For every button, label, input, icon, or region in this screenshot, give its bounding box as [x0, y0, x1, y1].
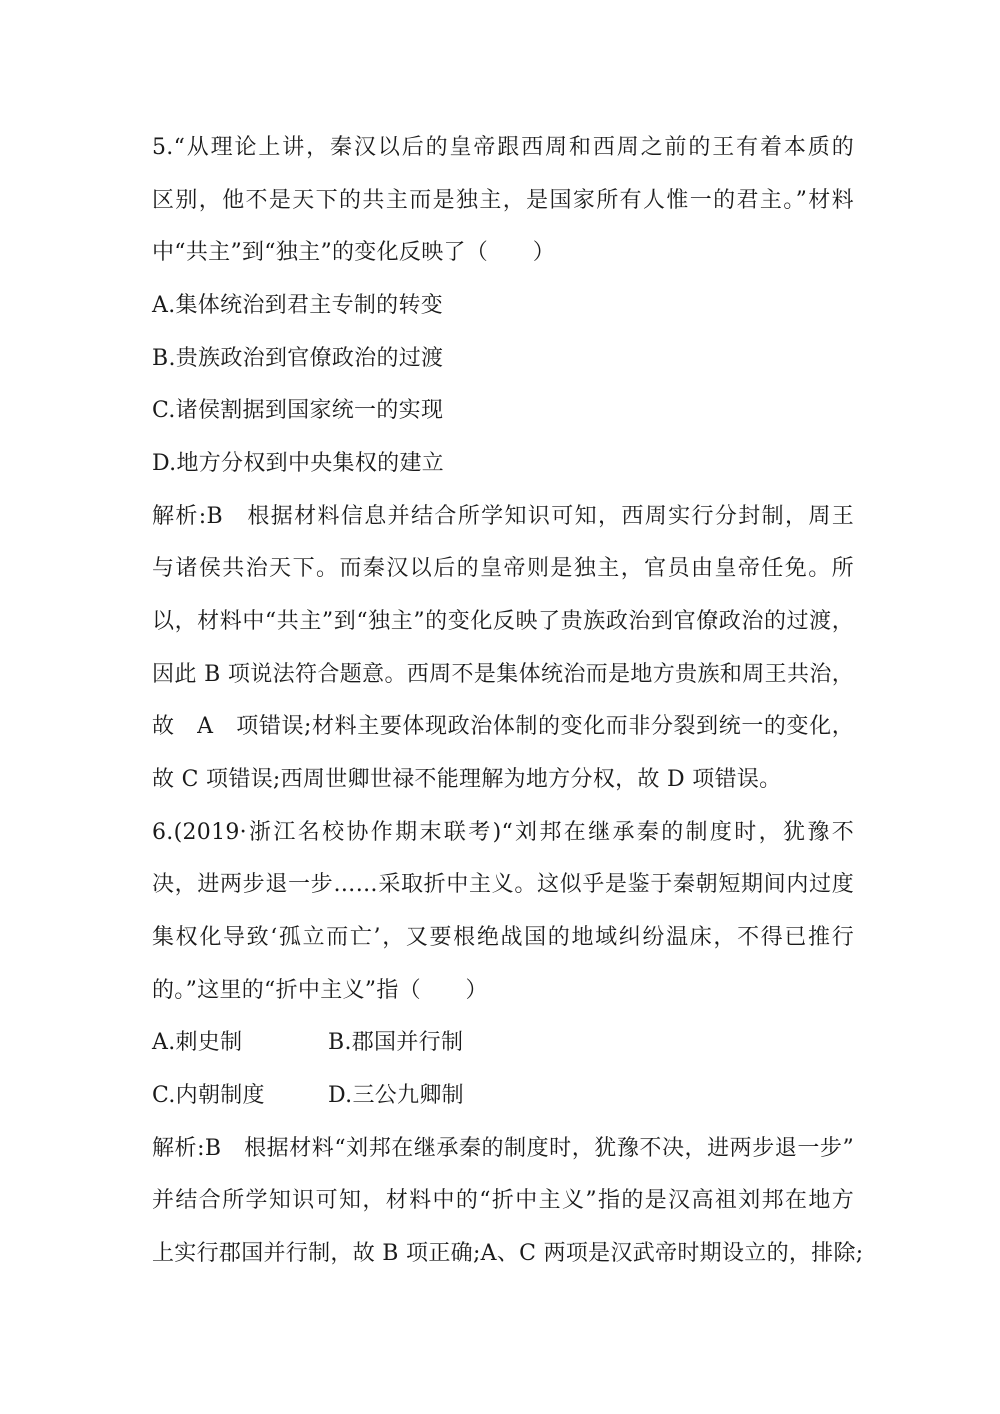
analysis-line: 解析:B 根据材料信息并结合所学知识可知，西周实行分封制，周王 [152, 504, 854, 529]
question-6-option-b: B.郡国并行制 [328, 1030, 464, 1055]
question-6-stem-line-2: 决，进两步退一步……采取折中主义。这似乎是鉴于秦朝短期间内过度 [152, 872, 854, 897]
analysis-line: 以，材料中“共主”到“独主”的变化反映了贵族政治到官僚政治的过渡， [152, 609, 854, 634]
analysis-line: 上实行郡国并行制，故 B 项正确;A、C 两项是汉武帝时期设立的，排除; [152, 1241, 864, 1266]
question-5-option-c: C.诸侯割据到国家统一的实现 [152, 398, 444, 423]
analysis-line: 故 A 项错误;材料主要体现政治体制的变化而非分裂到统一的变化， [152, 714, 854, 739]
question-5-option-a: A.集体统治到君主专制的转变 [152, 293, 444, 318]
question-6-option-c: C.内朝制度 [152, 1083, 265, 1108]
analysis-line: 因此 B 项说法符合题意。西周不是集体统治而是地方贵族和周王共治， [152, 662, 854, 687]
question-5-stem-line-1: 5.“从理论上讲，秦汉以后的皇帝跟西周和西周之前的王有着本质的 [152, 135, 854, 160]
analysis-line: 并结合所学知识可知，材料中的“折中主义”指的是汉高祖刘邦在地方 [152, 1188, 854, 1213]
question-6-stem-line-3: 集权化导致‘孤立而亡’，又要根绝战国的地域纠纷温床，不得已推行 [152, 925, 854, 950]
question-6-stem-line-1: 6.(2019·浙江名校协作期末联考)“刘邦在继承秦的制度时，犹豫不 [152, 820, 854, 845]
question-5-stem-line-3: 中“共主”到“独主”的变化反映了（ ） [152, 240, 555, 265]
question-6-options-row-1 [152, 1023, 463, 1063]
question-6-option-a: A.刺史制 [152, 1030, 243, 1055]
question-6-stem-line-4: 的。”这里的“折中主义”指（ ） [152, 978, 488, 1003]
analysis-line: 与诸侯共治天下。而秦汉以后的皇帝则是独主，官员由皇帝任免。所 [152, 556, 854, 581]
question-6-options-row-2 [152, 1076, 464, 1116]
question-5-option-b: B.贵族政治到官僚政治的过渡 [152, 346, 444, 371]
question-5-option-d: D.地方分权到中央集权的建立 [152, 451, 445, 476]
analysis-line: 故 C 项错误;西周世卿世禄不能理解为地方分权，故 D 项错误。 [152, 767, 782, 792]
question-5-stem-line-2: 区别，他不是天下的共主而是独主，是国家所有人惟一的君主。”材料 [152, 188, 854, 213]
analysis-line: 解析:B 根据材料“刘邦在继承秦的制度时，犹豫不决，进两步退一步” [152, 1136, 854, 1161]
question-6-option-d: D.三公九卿制 [328, 1083, 464, 1108]
